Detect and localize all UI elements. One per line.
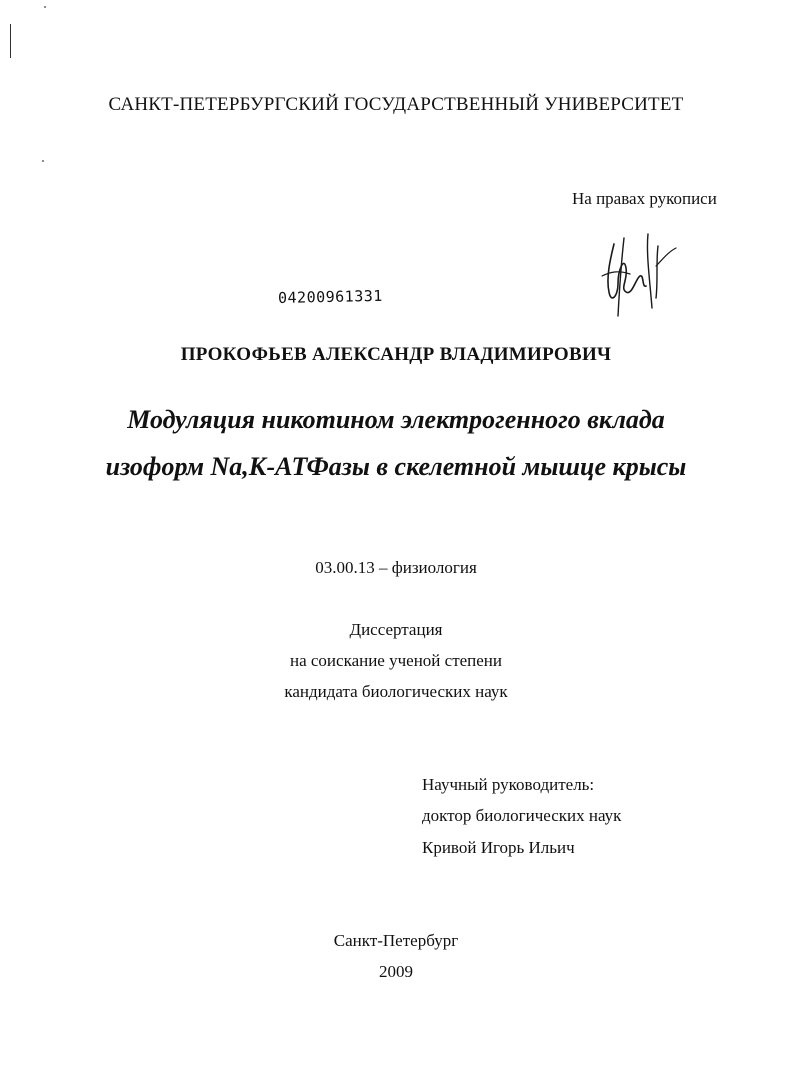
dissertation-title-line-2: изоформ Na,К-АТФазы в скелетной мышце крысы: [105, 452, 687, 481]
degree-line-3: кандидата биологических наук: [284, 682, 508, 701]
university-name: САНКТ-ПЕТЕРБУРГСКИЙ ГОСУДАРСТВЕННЫЙ УНИВЕРСИТЕТ: [108, 94, 684, 115]
margin-mark: [10, 24, 11, 58]
city: Санкт-Петербург: [333, 931, 459, 950]
dissertation-title-line-1: Модуляция никотином электрогенного вклада: [127, 405, 665, 434]
degree-line-1: Диссертация: [349, 620, 443, 639]
specialty-code: 03.00.13 – физиология: [315, 558, 477, 577]
author-name: ПРОКОФЬЕВ АЛЕКСАНДР ВЛАДИМИРОВИЧ: [180, 344, 612, 365]
scan-speck: [44, 6, 46, 8]
year: 2009: [379, 962, 413, 981]
supervisor-rank: доктор биологических наук: [422, 806, 622, 825]
signature-image: [596, 226, 682, 322]
supervisor-name: Кривой Игорь Ильич: [422, 838, 575, 857]
inventory-number: 04200961331: [277, 286, 384, 307]
manuscript-note: На правах рукописи: [572, 189, 717, 208]
degree-line-2: на соискание ученой степени: [289, 651, 503, 670]
scan-speck: [42, 160, 44, 162]
supervisor-label: Научный руководитель:: [422, 775, 595, 794]
